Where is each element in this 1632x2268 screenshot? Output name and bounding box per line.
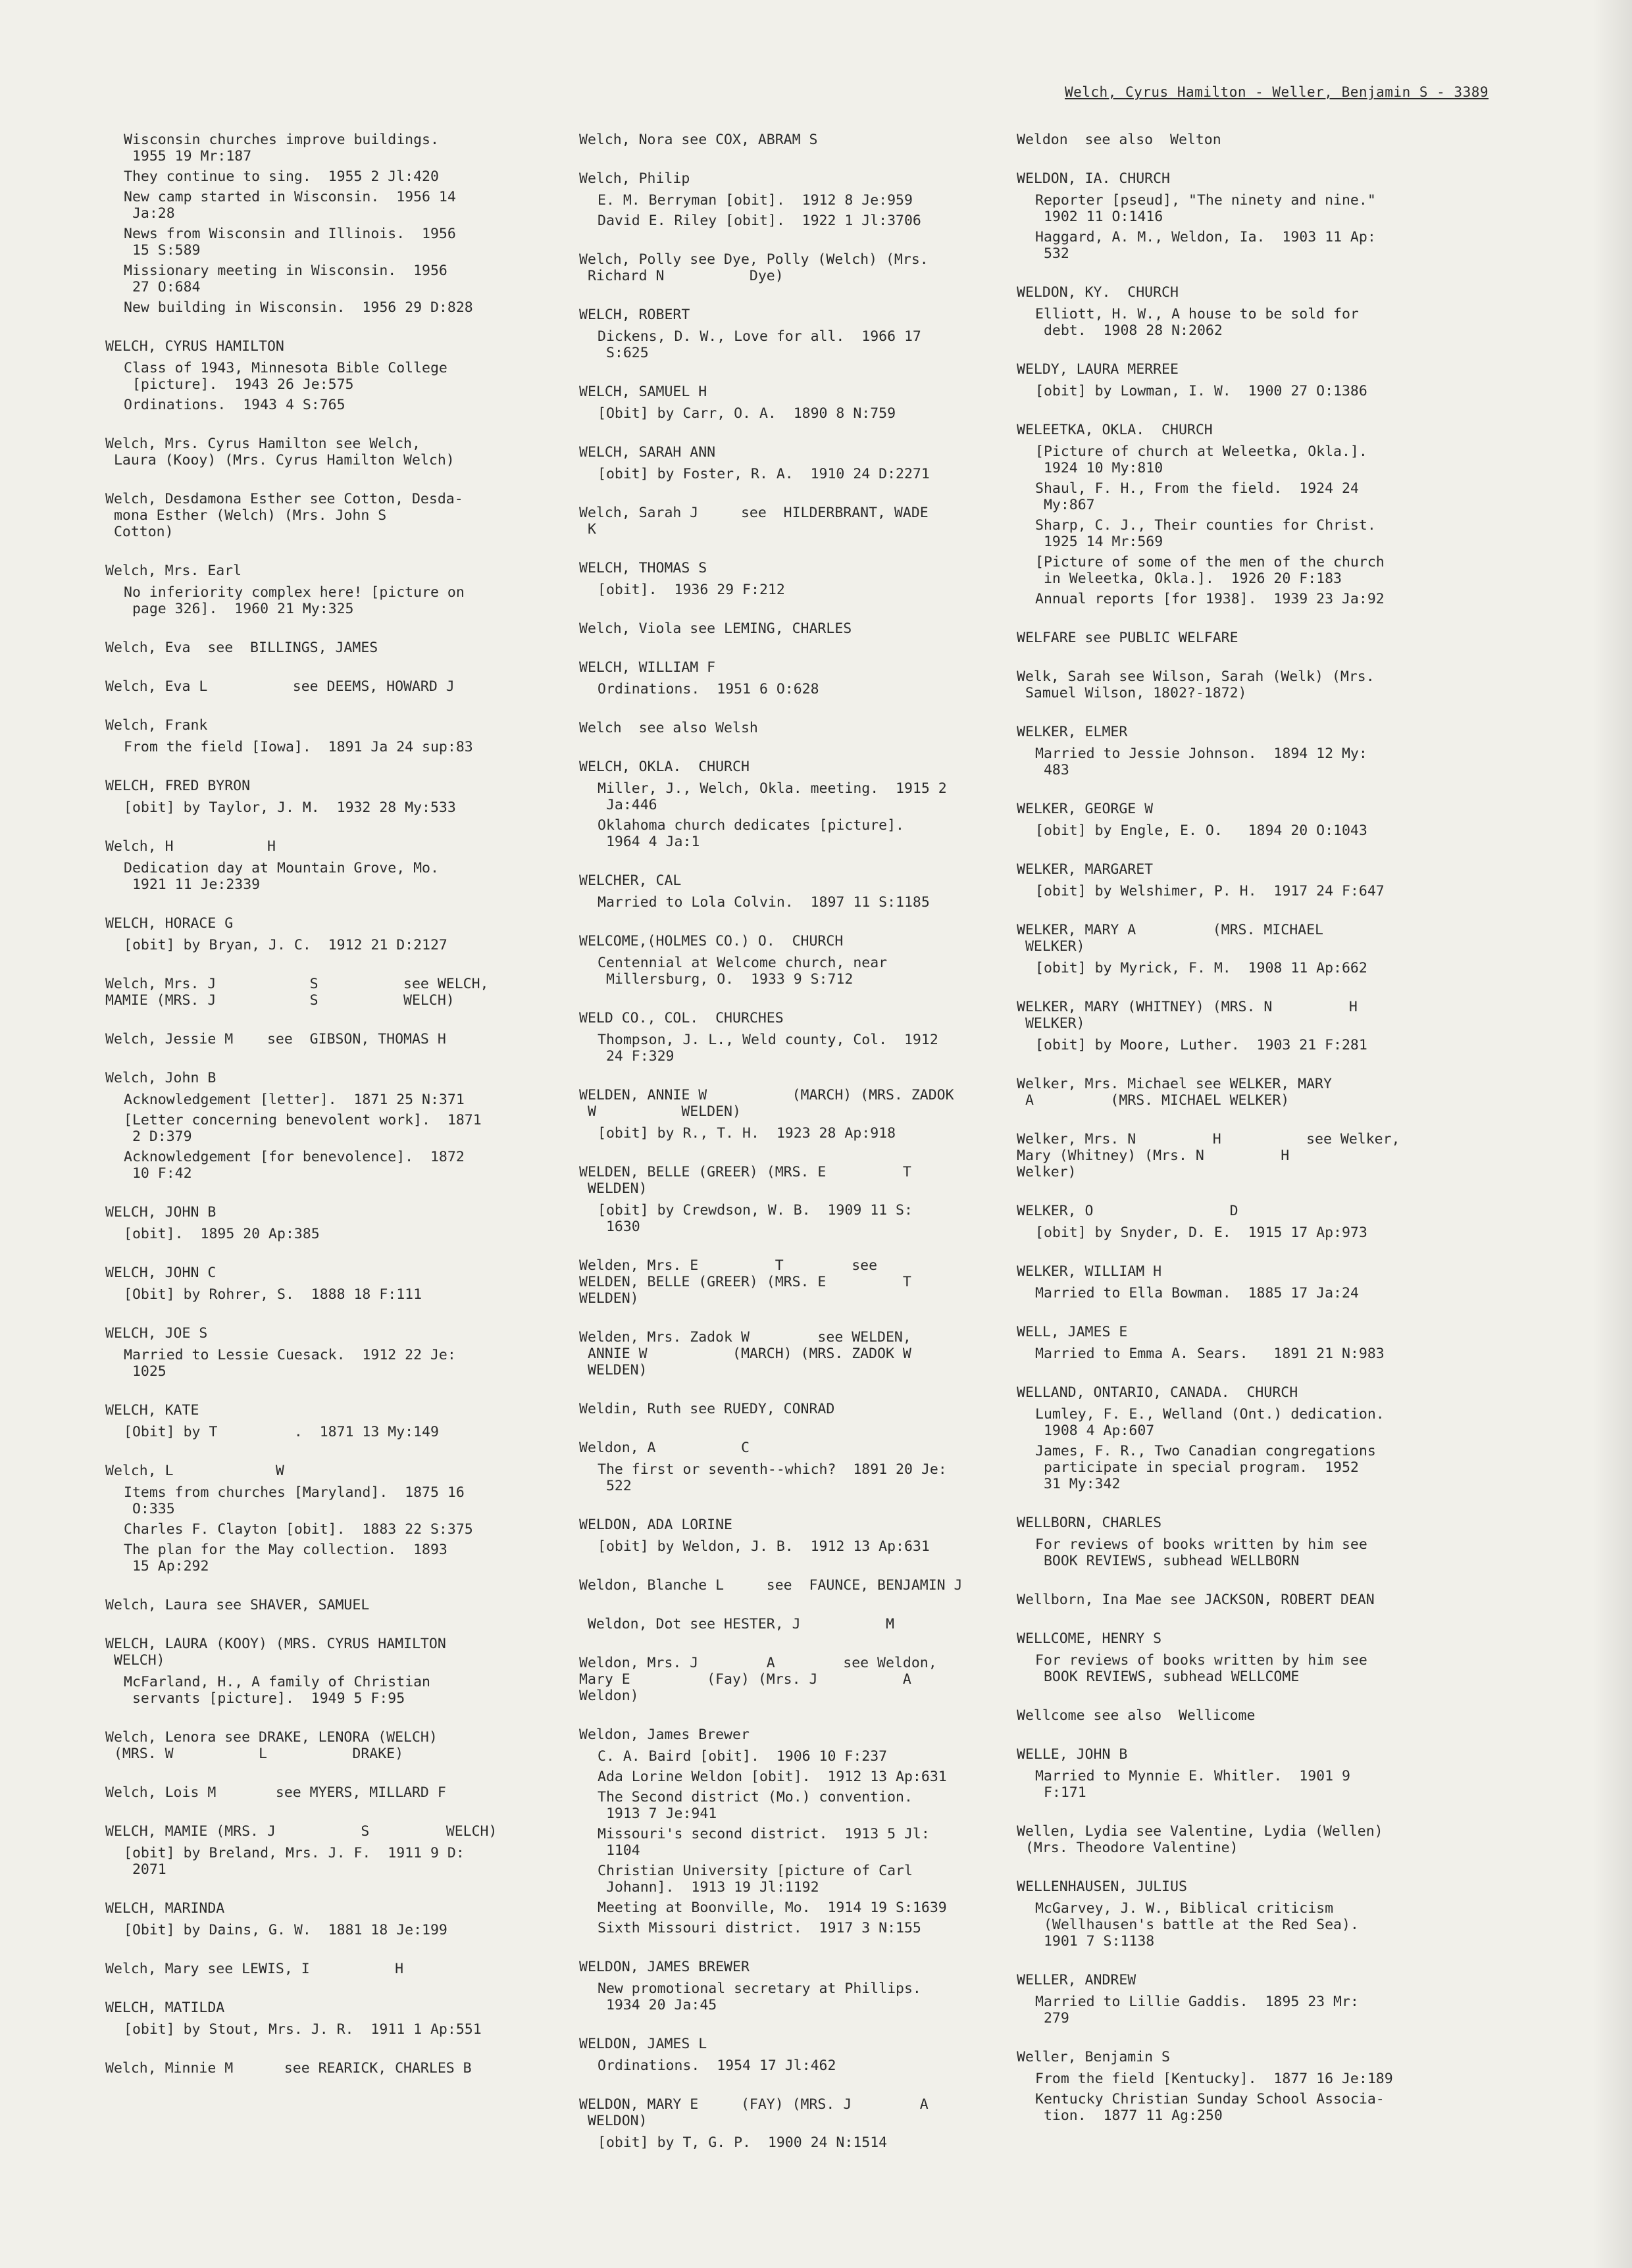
entry-heading: WELLER, ANDREW: [1017, 1972, 1136, 1988]
entry-heading: Welch see also Welsh: [579, 720, 758, 736]
entry-heading: Welch, Jessie M see GIBSON, THOMAS H: [105, 1031, 446, 1047]
entry-citation: [Obit] by Dains, G. W. 1881 18 Je:199: [124, 1922, 447, 1938]
entry-citation: Shaul, F. H., From the field. 1924 24 My:867: [1035, 480, 1359, 513]
index-entry: [105, 1402, 526, 1440]
entry-citation: [obit] by T, G. P. 1900 24 N:1514: [598, 2134, 888, 2151]
index-entry: [579, 444, 994, 482]
entry-citation: New building in Wisconsin. 1956 29 D:828: [124, 299, 473, 316]
entry-citation: Sharp, C. J., Their counties for Christ. 1925 14 Mr:569: [1035, 517, 1376, 550]
entry-citation: [obit] by Snyder, D. E. 1915 17 Ap:973: [1035, 1224, 1367, 1241]
entry-citation: [obit] by Breland, Mrs. J. F. 1911 9 D: 2071: [124, 1845, 465, 1878]
entry-heading: WELCH, ROBERT: [579, 307, 690, 323]
index-entry: [579, 384, 994, 422]
entry-citation: They continue to sing. 1955 2 Jl:420: [124, 168, 439, 185]
entry-citation: [obit] by Crewdson, W. B. 1909 11 S: 1630: [598, 1202, 913, 1235]
index-entry: [1017, 1076, 1438, 1109]
entry-citation: Married to Jessie Johnson. 1894 12 My: 483: [1035, 745, 1367, 778]
entry-citation: Married to Lessie Cuesack. 1912 22 Je: 1025: [124, 1347, 456, 1380]
entry-heading: WELKER, O D: [1017, 1203, 1238, 1219]
entry-citation: Miller, J., Welch, Okla. meeting. 1915 2 Ja:446: [598, 780, 947, 813]
entry-heading: WELDEN, BELLE (GREER) (MRS. E T WELDEN): [579, 1164, 911, 1197]
index-entry: [579, 720, 994, 736]
index-entry: [105, 338, 526, 413]
entry-citation: From the field [Iowa]. 1891 Ja 24 sup:83: [124, 739, 473, 755]
index-entry: [1017, 422, 1438, 607]
page-edge-shadow: [1593, 0, 1632, 2268]
index-entry: [579, 1329, 994, 1378]
entry-heading: Welden, Mrs. E T see WELDEN, BELLE (GREER) (MRS. E T WELDEN): [579, 1257, 911, 1307]
index-entry: [579, 1087, 994, 1142]
entry-citation: [Letter concerning benevolent work]. 1871 2 D:379: [124, 1112, 482, 1145]
entry-citation: No inferiority complex here! [picture on page 326]. 1960 21 My:325: [124, 584, 465, 617]
entry-heading: WELCH, OKLA. CHURCH: [579, 759, 750, 775]
index-entry: [1017, 1630, 1438, 1685]
entry-citation: Class of 1943, Minnesota Bible College [picture]. 1943 26 Je:575: [124, 360, 447, 393]
entry-heading: Welch, Mrs. Cyrus Hamilton see Welch, Laura (Kooy) (Mrs. Cyrus Hamilton Welch): [105, 436, 455, 468]
entry-citation: Ordinations. 1954 17 Jl:462: [598, 2057, 836, 2074]
index-entry: [1017, 1324, 1438, 1362]
entry-citation: C. A. Baird [obit]. 1906 10 F:237: [598, 1748, 888, 1765]
index-entry: [1017, 668, 1438, 701]
entry-heading: WELDON, JAMES L: [579, 2036, 707, 2052]
entry-citation: Acknowledgement [letter]. 1871 25 N:371: [124, 1092, 465, 1108]
entry-heading: Welch, Mary see LEWIS, I H: [105, 1961, 404, 1977]
index-entry: [105, 640, 526, 656]
index-entry: [579, 872, 994, 911]
entry-citation: James, F. R., Two Canadian congregations participate in special program. 1952 31 My:342: [1035, 1443, 1376, 1492]
index-entry: [579, 1655, 994, 1704]
entry-citation: For reviews of books written by him see BOOK REVIEWS, subhead WELLCOME: [1035, 1652, 1367, 1685]
entry-heading: Weldon, Dot see HESTER, J M: [579, 1616, 894, 1632]
entry-heading: WELDEN, ANNIE W (MARCH) (MRS. ZADOK W WELDEN): [579, 1087, 954, 1120]
entry-heading: Welch, H H: [105, 838, 276, 855]
entry-citation: [Picture of church at Weleetka, Okla.]. 1924 10 My:810: [1035, 443, 1367, 476]
entry-heading: Weldon, Blanche L see FAUNCE, BENJAMIN J: [579, 1577, 963, 1594]
index-entry: [1017, 1384, 1438, 1492]
index-entry: [579, 307, 994, 361]
entry-citation: Kentucky Christian Sunday School Associa- tion. 1877 11 Ag:250: [1035, 2091, 1385, 2124]
entry-heading: WELCH, WILLIAM F: [579, 659, 716, 676]
entry-citation: Dedication day at Mountain Grove, Mo. 1921 11 Je:2339: [124, 860, 439, 893]
entry-heading: WELKER, MARY (WHITNEY) (MRS. N H WELKER): [1017, 999, 1358, 1032]
index-entry: [105, 1597, 526, 1613]
entry-heading: WELKER, ELMER: [1017, 724, 1128, 740]
entry-heading: Welch, Desdamona Esther see Cotton, Desda- mona Esther (Welch) (Mrs. John S Cotton): [105, 491, 463, 540]
entry-heading: WELDON, ADA LORINE: [579, 1517, 732, 1533]
index-entry: [579, 759, 994, 850]
entry-citation: Charles F. Clayton [obit]. 1883 22 S:375: [124, 1521, 473, 1538]
entry-citation: [obit] by R., T. H. 1923 28 Ap:918: [598, 1125, 896, 1142]
index-entry: [1017, 1823, 1438, 1856]
entry-citation: The Second district (Mo.) convention. 1913 7 Je:941: [598, 1789, 913, 1822]
entry-heading: Welch, Eva see BILLINGS, JAMES: [105, 640, 378, 656]
index-entry: [1017, 999, 1438, 1053]
entry-heading: WELCH, JOE S: [105, 1325, 208, 1342]
index-entry: [105, 1961, 526, 1977]
index-entry: [1017, 284, 1438, 339]
index-entry: [579, 1959, 994, 2013]
index-entry: [105, 563, 526, 617]
entry-citation: Sixth Missouri district. 1917 3 N:155: [598, 1920, 921, 1936]
entry-citation: David E. Riley [obit]. 1922 1 Jl:3706: [598, 213, 921, 229]
index-entry: [579, 933, 994, 988]
index-entry: [105, 1070, 526, 1182]
index-entry: [579, 1010, 994, 1065]
index-entry: [105, 717, 526, 755]
entry-heading: WELCH, THOMAS S: [579, 560, 707, 576]
index-entry: [105, 1784, 526, 1801]
entry-heading: Wellen, Lydia see Valentine, Lydia (Wellen) (Mrs. Theodore Valentine): [1017, 1823, 1383, 1856]
entry-citation: [Picture of some of the men of the church in Weleetka, Okla.]. 1926 20 F:183: [1035, 554, 1385, 587]
entry-citation: [obit] by Myrick, F. M. 1908 11 Ap:662: [1035, 960, 1367, 976]
entry-heading: Weldin, Ruth see RUEDY, CONRAD: [579, 1401, 835, 1417]
entry-citation: [obit]. 1895 20 Ap:385: [124, 1226, 320, 1242]
entry-heading: WELCH, SARAH ANN: [579, 444, 716, 461]
entry-citation: Centennial at Welcome church, near Millersburg, O. 1933 9 S:712: [598, 955, 888, 988]
index-entry: [1017, 132, 1438, 148]
entry-heading: Weldon see also Welton: [1017, 132, 1221, 148]
entry-citation: Married to Mynnie E. Whitler. 1901 9 F:171: [1035, 1768, 1350, 1801]
entry-heading: WELCH, MARINDA: [105, 1900, 225, 1917]
entry-heading: Welk, Sarah see Wilson, Sarah (Welk) (Mrs. Samuel Wilson, 1802?-1872): [1017, 668, 1375, 701]
index-entry: [579, 1164, 994, 1235]
index-entry: [105, 1729, 526, 1762]
index-entry: [1017, 2049, 1438, 2124]
index-entry: [579, 1257, 994, 1307]
index-entry: [105, 838, 526, 893]
entry-citation: [obit] by Engle, E. O. 1894 20 O:1043: [1035, 822, 1367, 839]
entry-citation: The plan for the May collection. 1893 15 Ap:292: [124, 1542, 447, 1575]
entry-citation: Christian University [picture of Carl Johann]. 1913 19 Jl:1192: [598, 1863, 913, 1896]
entry-heading: Welch, Nora see COX, ABRAM S: [579, 132, 818, 148]
entry-citation: Ada Lorine Weldon [obit]. 1912 13 Ap:631: [598, 1769, 947, 1785]
entry-heading: WELKER, MARGARET: [1017, 861, 1154, 878]
entry-heading: WELCH, MAMIE (MRS. J S WELCH): [105, 1823, 497, 1840]
index-column-1: [105, 132, 526, 2099]
entry-heading: Welch, Mrs. Earl: [105, 563, 242, 579]
index-entry: [1017, 1515, 1438, 1569]
entry-heading: Weller, Benjamin S: [1017, 2049, 1170, 2065]
entry-heading: WELCH, JOHN B: [105, 1204, 217, 1221]
entry-citation: From the field [Kentucky]. 1877 16 Je:189: [1035, 2071, 1393, 2087]
entry-citation: [obit] by Bryan, J. C. 1912 21 D:2127: [124, 937, 447, 953]
index-entry: [1017, 1592, 1438, 1608]
entry-heading: WELCHER, CAL: [579, 872, 682, 889]
entry-citation: Missionary meeting in Wisconsin. 1956 27 O:684: [124, 263, 447, 295]
index-entry: [105, 1265, 526, 1303]
entry-heading: WELCH, JOHN C: [105, 1265, 217, 1281]
index-entry: [105, 436, 526, 468]
entry-heading: Wellborn, Ina Mae see JACKSON, ROBERT DEAN: [1017, 1592, 1375, 1608]
index-entry: [105, 1204, 526, 1242]
entry-citation: [obit] by Weldon, J. B. 1912 13 Ap:631: [598, 1538, 930, 1555]
index-column-3: [1017, 132, 1438, 2146]
entry-heading: WELL, JAMES E: [1017, 1324, 1128, 1340]
entry-citation: News from Wisconsin and Illinois. 1956 15 S:589: [124, 226, 456, 259]
entry-heading: WELLBORN, CHARLES: [1017, 1515, 1162, 1531]
entry-heading: WELD CO., COL. CHURCHES: [579, 1010, 784, 1026]
entry-heading: WELDON, JAMES BREWER: [579, 1959, 750, 1975]
entry-heading: Weldon, A C: [579, 1440, 750, 1456]
entry-citation: Oklahoma church dedicates [picture]. 1964 4 Ja:1: [598, 817, 904, 850]
entry-heading: WELLCOME, HENRY S: [1017, 1630, 1162, 1647]
entry-citation: Meeting at Boonville, Mo. 1914 19 S:1639: [598, 1900, 947, 1916]
entry-heading: Welch, Eva L see DEEMS, HOWARD J: [105, 678, 455, 695]
index-entry: [579, 1616, 994, 1632]
entry-heading: WELCH, MATILDA: [105, 2000, 225, 2016]
entry-citation: Ordinations. 1943 4 S:765: [124, 397, 345, 413]
index-entry: [579, 2036, 994, 2074]
entry-citation: Married to Ella Bowman. 1885 17 Ja:24: [1035, 1285, 1359, 1301]
index-entry: [1017, 1878, 1438, 1950]
entry-citation: E. M. Berryman [obit]. 1912 8 Je:959: [598, 192, 913, 209]
entry-heading: Weldon, Mrs. J A see Weldon, Mary E (Fay) (Mrs. J A Weldon): [579, 1655, 937, 1704]
entry-heading: WELDY, LAURA MERREE: [1017, 361, 1179, 378]
index-entry: [1017, 1203, 1438, 1241]
entry-citation: Items from churches [Maryland]. 1875 16 O:335: [124, 1484, 465, 1517]
index-entry: [1017, 630, 1438, 646]
index-entry: [579, 1517, 994, 1555]
entry-citation: Dickens, D. W., Love for all. 1966 17 S:625: [598, 328, 921, 361]
index-column-2: [579, 132, 994, 2173]
entry-heading: Welch, Minnie M see REARICK, CHARLES B: [105, 2060, 472, 2077]
index-entry: [1017, 724, 1438, 778]
index-entry: [105, 778, 526, 816]
entry-citation: For reviews of books written by him see BOOK REVIEWS, subhead WELLBORN: [1035, 1536, 1367, 1569]
index-entry: [579, 170, 994, 229]
entry-heading: WELDON, MARY E (FAY) (MRS. J A WELDON): [579, 2096, 929, 2129]
index-entry: [105, 2000, 526, 2038]
index-entry: [105, 1900, 526, 1938]
entry-citation: Wisconsin churches improve buildings. 1955 19 Mr:187: [124, 132, 439, 164]
entry-citation: [obit] by Moore, Luther. 1903 21 F:281: [1035, 1037, 1367, 1053]
index-entry: [579, 132, 994, 148]
entry-citation: [Obit] by Rohrer, S. 1888 18 F:111: [124, 1286, 422, 1303]
entry-heading: WELEETKA, OKLA. CHURCH: [1017, 422, 1213, 438]
entry-citation: The first or seventh--which? 1891 20 Je: 522: [598, 1461, 947, 1494]
index-entry: [579, 560, 994, 598]
index-entry: [1017, 1263, 1438, 1301]
index-entry: [105, 1325, 526, 1380]
index-entry: [105, 1823, 526, 1878]
entry-heading: Welch, Sarah J see HILDERBRANT, WADE K: [579, 505, 929, 538]
page-header: Welch, Cyrus Hamilton - Weller, Benjamin S - 3389: [1064, 84, 1489, 100]
index-entry: [1017, 1746, 1438, 1801]
entry-citation: Annual reports [for 1938]. 1939 23 Ja:92: [1035, 591, 1385, 607]
index-entry: [105, 1636, 526, 1707]
index-entry: [579, 251, 994, 284]
entry-heading: WELKER, MARY A (MRS. MICHAEL WELKER): [1017, 922, 1323, 955]
index-entry: [579, 1577, 994, 1594]
entry-citation: Acknowledgement [for benevolence]. 1872 10 F:42: [124, 1149, 465, 1182]
entry-heading: WELCH, FRED BYRON: [105, 778, 251, 794]
entry-citation: Married to Lola Colvin. 1897 11 S:1185: [598, 894, 930, 911]
entry-heading: WELCH, LAURA (KOOY) (MRS. CYRUS HAMILTON WELCH): [105, 1636, 446, 1669]
index-entry: [105, 491, 526, 540]
index-entry: [105, 2060, 526, 2077]
entry-citation: New camp started in Wisconsin. 1956 14 Ja:28: [124, 189, 456, 222]
entry-citation: Ordinations. 1951 6 O:628: [598, 681, 819, 697]
entry-citation: [obit] by Stout, Mrs. J. R. 1911 1 Ap:551: [124, 2021, 482, 2038]
entry-heading: WELCH, SAMUEL H: [579, 384, 707, 400]
entry-heading: Welch, Lois M see MYERS, MILLARD F: [105, 1784, 446, 1801]
index-entry: [1017, 361, 1438, 399]
entry-citation: [obit]. 1936 29 F:212: [598, 582, 785, 598]
entry-heading: WELKER, GEORGE W: [1017, 801, 1154, 817]
index-entry: [579, 1440, 994, 1494]
entry-heading: Welch, Lenora see DRAKE, LENORA (WELCH) (MRS. W L DRAKE): [105, 1729, 438, 1762]
index-entry: [1017, 1972, 1438, 2027]
entry-heading: Welch, John B: [105, 1070, 217, 1086]
entry-citation: McGarvey, J. W., Biblical criticism (Wellhausen's battle at the Red Sea). 1901 7 S:1138: [1035, 1900, 1359, 1950]
index-entry: [105, 976, 526, 1009]
entry-heading: Welch, Mrs. J S see WELCH, MAMIE (MRS. J S WELCH): [105, 976, 489, 1009]
index-entry: [1017, 1131, 1438, 1180]
entry-heading: WELFARE see PUBLIC WELFARE: [1017, 630, 1238, 646]
index-entry: [1017, 922, 1438, 976]
index-entry: [579, 505, 994, 538]
entry-heading: WELCOME,(HOLMES CO.) O. CHURCH: [579, 933, 844, 949]
entry-citation: [obit] by Foster, R. A. 1910 24 D:2271: [598, 466, 930, 482]
entry-heading: WELLAND, ONTARIO, CANADA. CHURCH: [1017, 1384, 1298, 1401]
entry-citation: Lumley, F. E., Welland (Ont.) dedication. 1908 4 Ap:607: [1035, 1406, 1385, 1439]
entry-citation: [obit] by Lowman, I. W. 1900 27 O:1386: [1035, 383, 1367, 399]
entry-heading: Welch, Philip: [579, 170, 690, 187]
entry-heading: WELLENHAUSEN, JULIUS: [1017, 1878, 1187, 1895]
entry-heading: Wellcome see also Wellicome: [1017, 1707, 1256, 1724]
entry-citation: Married to Emma A. Sears. 1891 21 N:983: [1035, 1346, 1385, 1362]
entry-citation: New promotional secretary at Phillips. 1934 20 Ja:45: [598, 1980, 921, 2013]
index-entry: [1017, 170, 1438, 262]
entry-citation: McFarland, H., A family of Christian servants [picture]. 1949 5 F:95: [124, 1674, 430, 1707]
entry-heading: Welch, Laura see SHAVER, SAMUEL: [105, 1597, 370, 1613]
entry-heading: Welch, Polly see Dye, Polly (Welch) (Mrs. Richard N Dye): [579, 251, 929, 284]
entry-heading: WELCH, KATE: [105, 1402, 199, 1419]
index-entry: [579, 620, 994, 637]
index-entry: [105, 132, 526, 316]
entry-citation: Married to Lillie Gaddis. 1895 23 Mr: 279: [1035, 1994, 1359, 2027]
index-entry: [579, 1726, 994, 1936]
entry-citation: Reporter [pseud], "The ninety and nine." 1902 11 O:1416: [1035, 192, 1376, 225]
entry-heading: Welch, Viola see LEMING, CHARLES: [579, 620, 852, 637]
index-entry: [105, 915, 526, 953]
entry-citation: Haggard, A. M., Weldon, Ia. 1903 11 Ap: 532: [1035, 229, 1376, 262]
entry-heading: WELDON, KY. CHURCH: [1017, 284, 1179, 301]
entry-citation: Thompson, J. L., Weld county, Col. 1912 24 F:329: [598, 1032, 938, 1065]
index-entry: [105, 1031, 526, 1047]
entry-citation: [obit] by Taylor, J. M. 1932 28 My:533: [124, 799, 456, 816]
index-entry: [579, 2096, 994, 2151]
entry-heading: WELCH, HORACE G: [105, 915, 234, 932]
entry-heading: WELLE, JOHN B: [1017, 1746, 1128, 1763]
entry-citation: Elliott, H. W., A house to be sold for debt. 1908 28 N:2062: [1035, 306, 1359, 339]
entry-citation: [Obit] by T . 1871 13 My:149: [124, 1424, 439, 1440]
entry-heading: WELCH, CYRUS HAMILTON: [105, 338, 284, 355]
index-entry: [105, 1463, 526, 1575]
entry-citation: [Obit] by Carr, O. A. 1890 8 N:759: [598, 405, 896, 422]
index-entry: [1017, 861, 1438, 899]
index-entry: [105, 678, 526, 695]
entry-heading: Welch, L W: [105, 1463, 284, 1479]
index-entry: [579, 659, 994, 697]
entry-heading: WELDON, IA. CHURCH: [1017, 170, 1170, 187]
entry-heading: Weldon, James Brewer: [579, 1726, 750, 1743]
index-entry: [1017, 1707, 1438, 1724]
entry-heading: Welker, Mrs. Michael see WELKER, MARY A (MRS. MICHAEL WELKER): [1017, 1076, 1332, 1109]
entry-citation: [obit] by Welshimer, P. H. 1917 24 F:647: [1035, 883, 1385, 899]
entry-heading: Welker, Mrs. N H see Welker, Mary (Whitney) (Mrs. N H Welker): [1017, 1131, 1400, 1180]
entry-citation: Missouri's second district. 1913 5 Jl: 1104: [598, 1826, 930, 1859]
index-entry: [579, 1401, 994, 1417]
entry-heading: Welden, Mrs. Zadok W see WELDEN, ANNIE W (MARCH) (MRS. ZADOK W WELDEN): [579, 1329, 911, 1378]
entry-heading: Welch, Frank: [105, 717, 208, 734]
entry-heading: WELKER, WILLIAM H: [1017, 1263, 1162, 1280]
index-entry: [1017, 801, 1438, 839]
